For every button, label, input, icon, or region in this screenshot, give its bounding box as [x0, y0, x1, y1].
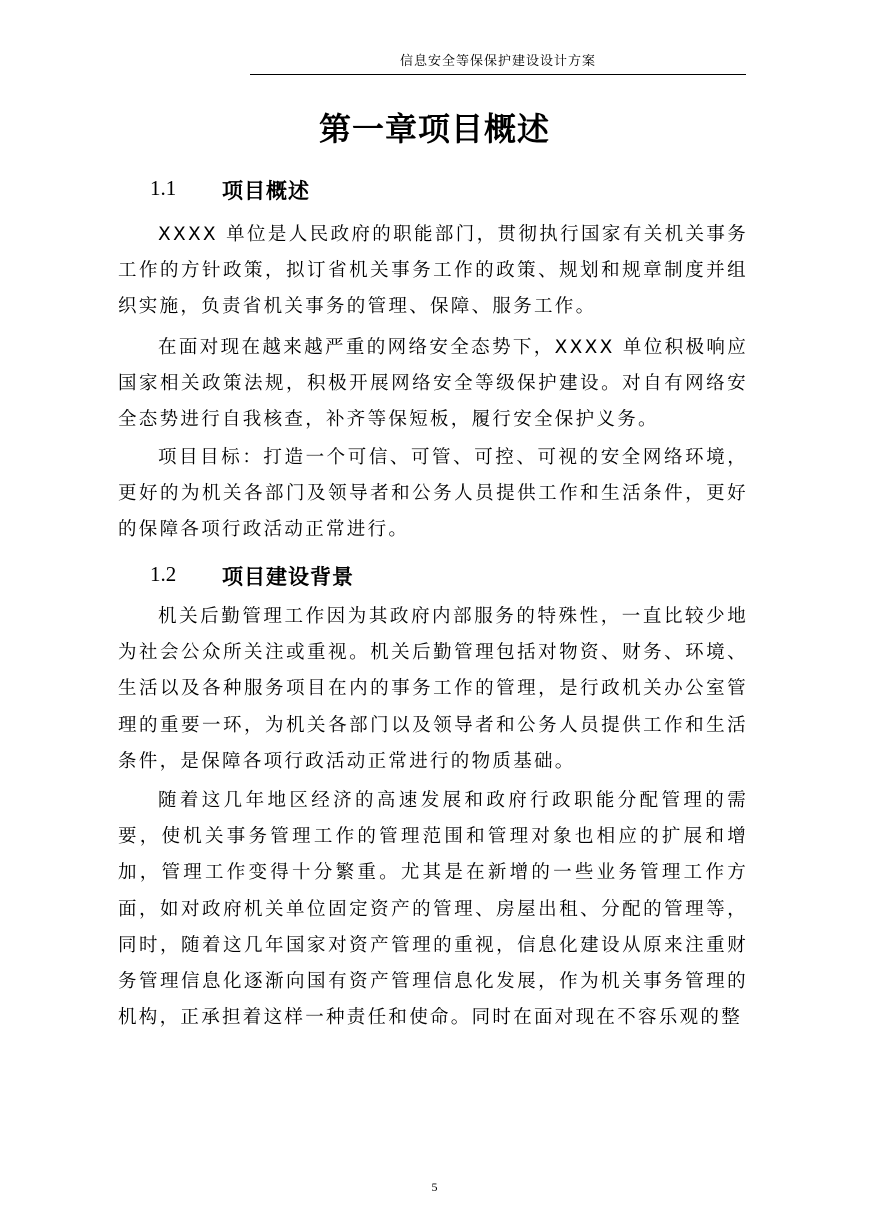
page-number: 5	[431, 1180, 438, 1194]
section-number: 1.2	[150, 562, 177, 586]
paragraph: XXXX 单位是人民政府的职能部门，贯彻执行国家有关机关事务工作的方针政策，拟订省机关事务工作的政策、规划和规章制度并组织实施，负责省机关事务的管理、保障、服务工作。	[118, 224, 748, 318]
section-title: 项目概述	[222, 179, 310, 203]
paragraph: 项目目标：打造一个可信、可管、可控、可视的安全网络环境，更好的为机关各部门及领导者和公务人员提供工作和生活条件，更好的保障各项行政活动正常进行。	[118, 447, 748, 541]
section-title: 项目建设背景	[222, 565, 354, 589]
paragraph: 在面对现在越来越严重的网络安全态势下，XXXX 单位积极响应国家相关政策法规，积极开展网络安全等级保护建设。对自有网络安全态势进行自我核查，补齐等保短板，履行安全保护义务。	[118, 337, 748, 431]
paragraph: 机关后勤管理工作因为其政府内部服务的特殊性，一直比较少地为社会公众所关注或重视。机关后勤管理包括对物资、财务、环境、生活以及各种服务项目在内的事务工作的管理，是行政机关办公室管理的重要一环，为机关各部门以及领导者和公务人员提供工作和生活条件，是保障各项行政活动正常进行的物质基础。	[118, 606, 748, 772]
chapter-title: 第一章项目概述	[318, 110, 550, 148]
paragraph: 随着这几年地区经济的高速发展和政府行政职能分配管理的需要，使机关事务管理工作的管理范围和管理对象也相应的扩展和增加，管理工作变得十分繁重。尤其是在新增的一些业务管理工作方面，如对政府机关单位固定资产的管理、房屋出租、分配的管理等，同时，随着这几年国家对资产管理的重视，信息化建设从原来注重财务管理信息化逐渐向国有资产管理信息化发展，作为机关事务管理的机构，正承担着这样一种责任和使命。同时在面对现在不容乐观的整	[118, 790, 748, 1029]
page-header: 信息安全等保保护建设设计方案	[250, 50, 746, 75]
section-number: 1.1	[150, 176, 177, 200]
